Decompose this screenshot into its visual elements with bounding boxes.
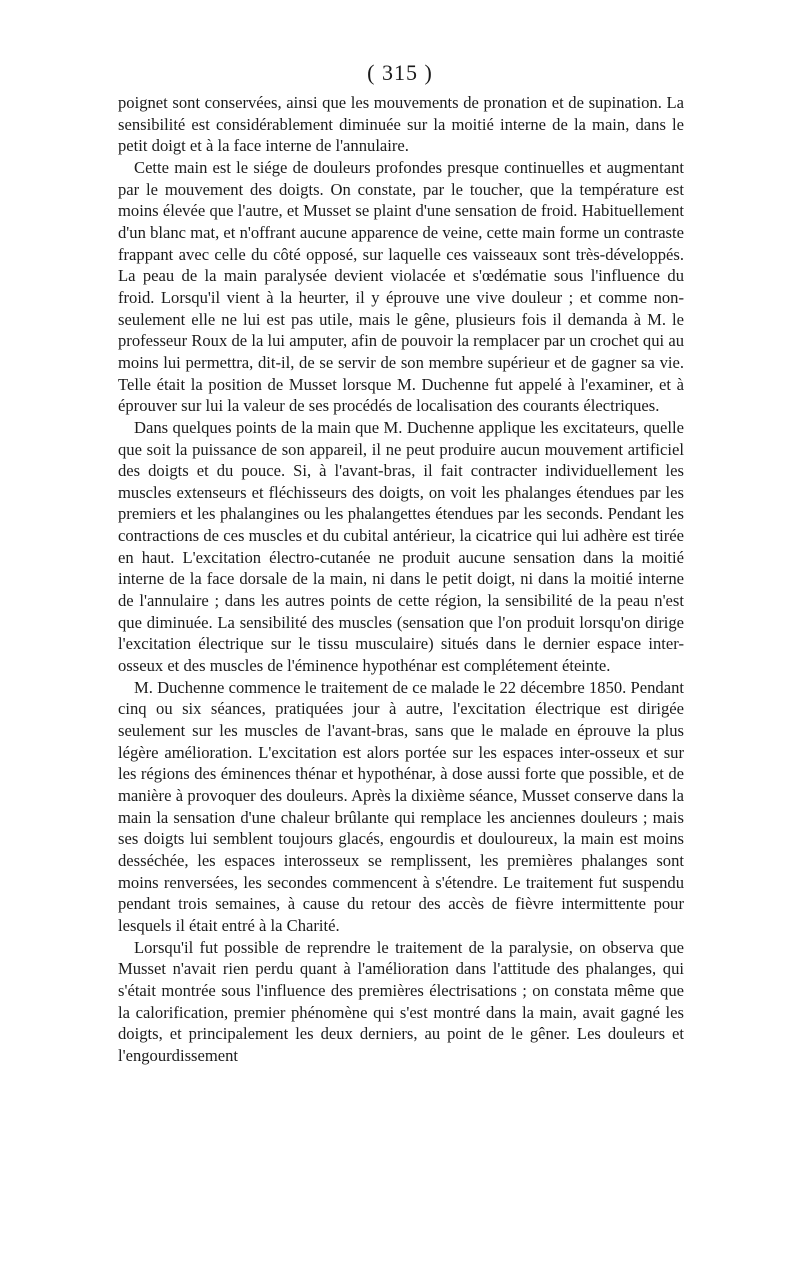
paragraph-5: Lorsqu'il fut possible de reprendre le traitement de la paralysie, on observa que Musset n'avait rien perdu quant à l'amélioration dans l'attitude des phalanges, qui s'était montrée sous l'influence des premières électrisations ; on constata même que la calorification, premier phénomène qui s'est montré dans la main, avait gagné les doigts, et principalement les deux derniers, au point de le gêner. Les douleurs et l'engourdissement	[118, 937, 684, 1065]
paragraph-4: M. Duchenne commence le traitement de ce malade le 22 décembre 1850. Pendant cinq ou six séances, pratiquées jour à autre, l'excitation électrique est dirigée seulement sur les muscles de l'avant-bras, sans que le malade en éprouve la plus légère amélioration. L'excitation est alors portée sur les espaces inter-osseux et sur les régions des éminences thénar et hypothénar, à dose aussi forte que possible, et de manière à provoquer des douleurs. Après la dixième séance, Musset conserve dans la main la sensation d'une chaleur brûlante qui remplace les anciennes douleurs ; mais ses doigts lui semblent toujours glacés, engourdis et douloureux, la main est moins desséchée, les espaces interosseux se remplissent, les premières phalanges sont moins renversées, les secondes commencent à s'étendre. Le traitement fut suspendu pendant trois semaines, à cause du retour des accès de fièvre intermittente pour lesquels il était entré à la Charité.	[118, 677, 684, 935]
paragraph-1: poignet sont conservées, ainsi que les mouvements de pronation et de supination. La sensibilité est considérablement diminuée sur la moitié interne de la main, dans le petit doigt et à la face interne de l'annulaire.	[118, 93, 684, 156]
paragraph-2: Cette main est le siége de douleurs profondes presque continuelles et augmentant par le mouvement des doigts. On constate, par le toucher, que la température est moins élevée que l'autre, et Musset se plaint d'une sensation de froid. Habituellement d'un blanc mat, et n'offrant aucune apparence de veine, cette main forme un contraste frappant avec celle du côté opposé, sur laquelle ces vaisseaux sont très-développés. La peau de la main paralysée devient violacée et s'œdématie sous l'influence du froid. Lorsqu'il vient à la heurter, il y éprouve une vive douleur ; et comme non-seulement elle ne lui est pas utile, mais le gêne, plusieurs fois il demanda à M. le professeur Roux de la lui amputer, afin de pouvoir la remplacer par un crochet qui au moins lui permettra, dit-il, de se servir de son membre supérieur et de gagner sa vie. Telle était la position de Musset lorsque M. Duchenne fut appelé à l'examiner, et à éprouver sur lui la valeur de ses procédés de localisation des courants électriques.	[118, 157, 684, 416]
page-number: ( 315 )	[367, 60, 433, 85]
body-text	[118, 92, 684, 1067]
paragraph-3: Dans quelques points de la main que M. Duchenne applique les excitateurs, quelle que soit la puissance de son appareil, il ne peut produire aucun mouvement artificiel des doigts et du pouce. Si, à l'avant-bras, il fait contracter individuellement les muscles extenseurs et fléchisseurs des doigts, on voit les phalanges étendues par les premiers et les phalangines ou les phalangettes étendues par les seconds. Pendant les contractions de ces muscles et du cubital antérieur, la cicatrice qui lui adhère est tirée en haut. L'excitation électro-cutanée ne produit aucune sensation dans la moitié interne de la face dorsale de la main, ni dans le petit doigt, ni dans la moitié interne de l'annulaire ; dans les autres points de cette région, la sensibilité de la peau n'est que diminuée. La sensibilité des muscles (sensation que l'on produit lorsqu'on dirige l'excitation électrique sur le tissu musculaire) situés dans le dernier espace inter-osseux et des muscles de l'éminence hypothénar est complétement éteinte.	[118, 417, 684, 676]
